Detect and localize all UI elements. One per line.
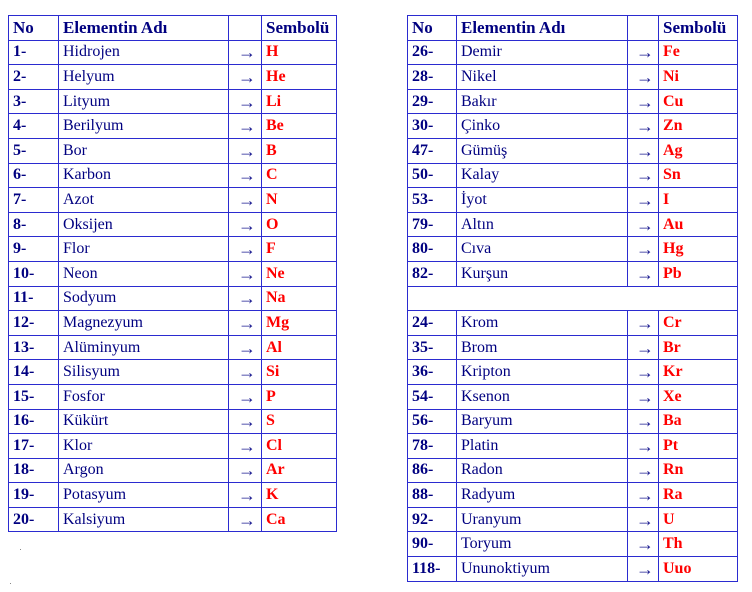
arrow-icon: → [229,507,262,532]
header-symbol: Sembolü [262,16,337,41]
element-number: 17- [9,434,59,459]
element-symbol: Li [262,89,337,114]
arrow-icon: → [628,261,659,286]
element-number: 8- [9,212,59,237]
element-name: Magnezyum [59,311,229,336]
element-name: Nikel [457,65,628,90]
element-name: İyot [457,188,628,213]
element-name: Klor [59,434,229,459]
arrow-icon: → [229,360,262,385]
element-number: 19- [9,483,59,508]
arrow-icon: → [628,311,659,336]
element-name: Demir [457,40,628,65]
element-name: Flor [59,237,229,262]
element-symbol: F [262,237,337,262]
element-symbol: Ra [659,483,738,508]
arrow-icon: → [628,434,659,459]
arrow-icon: → [628,409,659,434]
arrow-icon: → [628,40,659,65]
element-number: 15- [9,384,59,409]
element-name: Silisyum [59,360,229,385]
element-row [408,483,738,508]
arrow-icon: → [628,114,659,139]
element-number: 53- [408,188,457,213]
element-symbol: Sn [659,163,738,188]
element-symbol: Pb [659,261,738,286]
element-symbol: Cu [659,89,738,114]
arrow-icon: → [229,188,262,213]
element-row [408,557,738,582]
element-symbol: N [262,188,337,213]
element-row [408,212,738,237]
header-no: No [408,16,457,41]
element-row [9,409,337,434]
element-number: 26- [408,40,457,65]
element-number: 50- [408,163,457,188]
element-symbol: Na [262,286,337,311]
element-row [9,335,337,360]
element-number: 4- [9,114,59,139]
element-name: Hidrojen [59,40,229,65]
element-name: Kurşun [457,261,628,286]
element-row [408,237,738,262]
element-symbol: Th [659,532,738,557]
element-name: Kripton [457,360,628,385]
element-symbol: He [262,65,337,90]
arrow-icon: → [229,286,262,311]
element-name: Bakır [457,89,628,114]
element-name: Kalay [457,163,628,188]
element-name: Radon [457,458,628,483]
element-number: 5- [9,138,59,163]
element-symbol: Zn [659,114,738,139]
element-name: Sodyum [59,286,229,311]
element-name: Lityum [59,89,229,114]
header-spacer [229,16,262,41]
element-row [408,163,738,188]
element-row [408,360,738,385]
element-row [9,434,337,459]
arrow-icon: → [229,434,262,459]
element-name: Radyum [457,483,628,508]
arrow-icon: → [229,114,262,139]
element-row [408,261,738,286]
arrow-icon: → [229,138,262,163]
element-row [408,89,738,114]
element-number: 79- [408,212,457,237]
element-number: 56- [408,409,457,434]
element-number: 9- [9,237,59,262]
element-name: Gümüş [457,138,628,163]
element-row [408,40,738,65]
element-name: Karbon [59,163,229,188]
arrow-icon: → [628,237,659,262]
element-symbol: I [659,188,738,213]
element-symbol: C [262,163,337,188]
element-row [9,212,337,237]
arrow-icon: → [229,311,262,336]
element-number: 29- [408,89,457,114]
element-row [408,188,738,213]
element-number: 78- [408,434,457,459]
stray-dot [10,583,11,584]
element-symbol: K [262,483,337,508]
arrow-icon: → [229,237,262,262]
element-number: 47- [408,138,457,163]
element-name: Ksenon [457,384,628,409]
element-row [9,458,337,483]
element-number: 35- [408,335,457,360]
arrow-icon: → [628,483,659,508]
element-row [9,286,337,311]
table-header-row [9,16,337,41]
element-row [9,188,337,213]
element-row [9,65,337,90]
element-row [408,532,738,557]
header-symbol: Sembolü [659,16,738,41]
table-header-row [408,16,738,41]
element-number: 1- [9,40,59,65]
element-name: Azot [59,188,229,213]
element-number: 3- [9,89,59,114]
element-row [408,507,738,532]
element-symbol: Be [262,114,337,139]
element-symbol: Al [262,335,337,360]
element-number: 18- [9,458,59,483]
header-element-name: Elementin Adı [59,16,229,41]
element-number: 6- [9,163,59,188]
element-symbol: Br [659,335,738,360]
element-symbol: Uuo [659,557,738,582]
header-spacer [628,16,659,41]
element-name: Berilyum [59,114,229,139]
element-symbol: Si [262,360,337,385]
element-row [9,237,337,262]
element-symbol: P [262,384,337,409]
arrow-icon: → [229,163,262,188]
element-number: 28- [408,65,457,90]
element-name: Bor [59,138,229,163]
element-symbol: B [262,138,337,163]
element-row [408,114,738,139]
element-name: Kükürt [59,409,229,434]
element-symbol: O [262,212,337,237]
arrow-icon: → [229,261,262,286]
element-row [408,384,738,409]
element-name: Kalsiyum [59,507,229,532]
element-symbol: Ba [659,409,738,434]
element-name: Brom [457,335,628,360]
element-number: 36- [408,360,457,385]
arrow-icon: → [229,409,262,434]
element-name: Potasyum [59,483,229,508]
arrow-icon: → [628,384,659,409]
element-row [9,360,337,385]
element-symbol: Hg [659,237,738,262]
element-row [9,138,337,163]
right-element-table [407,15,738,582]
element-number: 12- [9,311,59,336]
arrow-icon: → [229,65,262,90]
arrow-icon: → [628,557,659,582]
element-number: 13- [9,335,59,360]
element-name: Helyum [59,65,229,90]
element-number: 30- [408,114,457,139]
element-number: 24- [408,311,457,336]
element-row [9,507,337,532]
element-number: 88- [408,483,457,508]
element-number: 7- [9,188,59,213]
element-name: Cıva [457,237,628,262]
element-symbol: Fe [659,40,738,65]
element-number: 82- [408,261,457,286]
element-name: Altın [457,212,628,237]
element-number: 90- [408,532,457,557]
arrow-icon: → [229,40,262,65]
element-row [408,138,738,163]
element-symbol: Cr [659,311,738,336]
element-row [9,163,337,188]
element-symbol: Xe [659,384,738,409]
element-row [9,261,337,286]
arrow-icon: → [628,335,659,360]
element-symbol: Ca [262,507,337,532]
element-symbol: H [262,40,337,65]
header-element-name: Elementin Adı [457,16,628,41]
element-row [408,286,738,311]
stray-dot [20,549,21,550]
separator-row-cell [408,286,738,311]
arrow-icon: → [628,188,659,213]
element-symbol: S [262,409,337,434]
element-name: Ununoktiyum [457,557,628,582]
element-row [9,384,337,409]
arrow-icon: → [229,483,262,508]
element-symbol: Au [659,212,738,237]
element-symbol: Ar [262,458,337,483]
element-row [408,311,738,336]
element-row [9,40,337,65]
element-row [408,458,738,483]
arrow-icon: → [229,335,262,360]
element-name: Uranyum [457,507,628,532]
arrow-icon: → [628,65,659,90]
element-symbol: Ni [659,65,738,90]
element-number: 11- [9,286,59,311]
arrow-icon: → [229,212,262,237]
arrow-icon: → [628,212,659,237]
arrow-icon: → [628,89,659,114]
element-name: Baryum [457,409,628,434]
element-number: 80- [408,237,457,262]
element-name: Toryum [457,532,628,557]
element-symbol: Cl [262,434,337,459]
element-name: Alüminyum [59,335,229,360]
element-number: 86- [408,458,457,483]
arrow-icon: → [229,384,262,409]
element-row [9,114,337,139]
element-name: Çinko [457,114,628,139]
element-row [408,409,738,434]
arrow-icon: → [229,458,262,483]
element-number: 118- [408,557,457,582]
element-row [9,311,337,336]
element-symbol: Rn [659,458,738,483]
element-symbol: Pt [659,434,738,459]
arrow-icon: → [229,89,262,114]
element-row [9,483,337,508]
element-number: 14- [9,360,59,385]
header-no: No [9,16,59,41]
element-name: Argon [59,458,229,483]
arrow-icon: → [628,138,659,163]
element-name: Krom [457,311,628,336]
element-number: 54- [408,384,457,409]
element-number: 2- [9,65,59,90]
element-symbol: Kr [659,360,738,385]
element-symbol: Mg [262,311,337,336]
arrow-icon: → [628,458,659,483]
element-number: 10- [9,261,59,286]
element-symbol: U [659,507,738,532]
element-name: Oksijen [59,212,229,237]
element-row [408,434,738,459]
element-name: Platin [457,434,628,459]
element-row [9,89,337,114]
element-name: Fosfor [59,384,229,409]
element-number: 20- [9,507,59,532]
element-symbol: Ne [262,261,337,286]
arrow-icon: → [628,507,659,532]
arrow-icon: → [628,163,659,188]
element-name: Neon [59,261,229,286]
element-symbol: Ag [659,138,738,163]
left-element-table [8,15,337,532]
element-row [408,65,738,90]
arrow-icon: → [628,532,659,557]
element-number: 92- [408,507,457,532]
element-number: 16- [9,409,59,434]
arrow-icon: → [628,360,659,385]
element-row [408,335,738,360]
